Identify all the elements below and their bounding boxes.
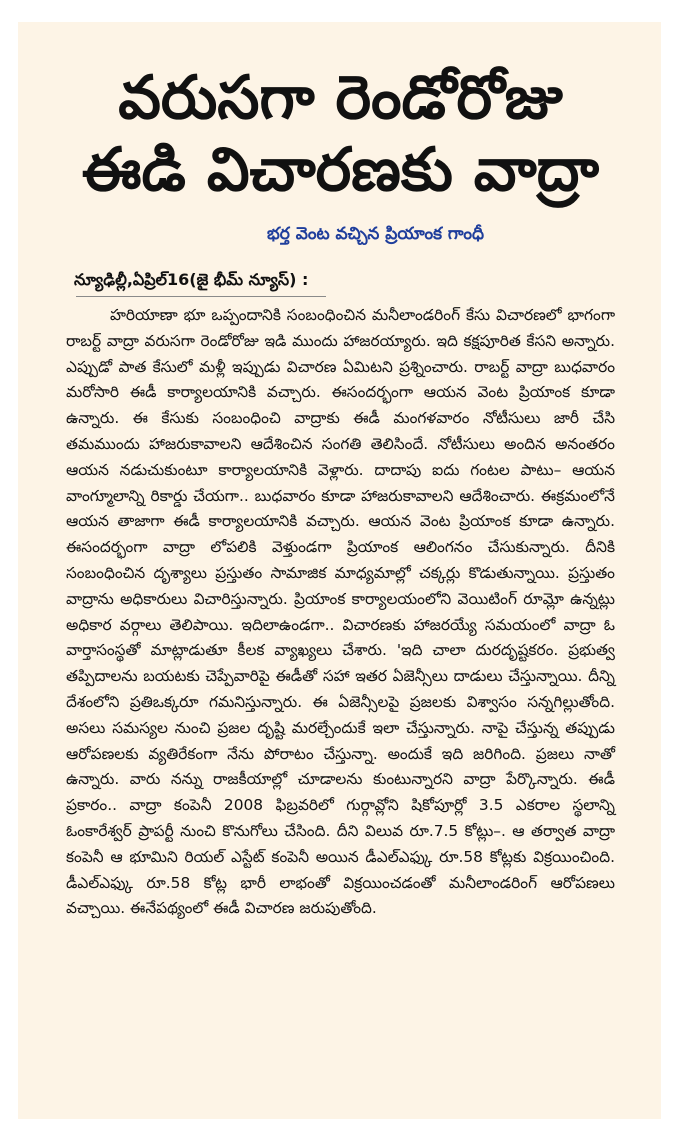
article-body: హరియాణా భూ ఒప్పందానికి సంబంధించిన మనీలాండరింగ్ కేసు విచారణలో భాగంగా రాబర్ట్ వాద్రా వరుసగా రెండోరోజు ఇడి ముందు హాజరయ్యారు. ఇది కక్షపూరిత కేసని అన్నారు. ఎప్పుడో పాత కేసులో మళ్లీ ఇప్పుడు విచారణ ఏమిటని ప్రశ్నించారు. రాబర్ట్ వాద్రా బుధవారం మరోసారి ఈడీ కార్యాలయానికి వచ్చారు. ఈసందర్భంగా ఆయన వెంట ప్రియాంక కూడా ఉన్నారు. ఈ కేసుకు సంబంధించి వాద్రాకు ఈడీ మంగళవారం నోటీసులు జారీ చేసి తమముందు హాజరుకావాలని ఆదేశించిన సంగతి తెలిసిందే. నోటీసులు అందిన అనంతరం ఆయన నడుచుకుంటూ కార్యాలయానికి వెళ్లారు. దాదాపు ఐదు గంటల పాటు– ఆయన వాంగ్మూలాన్ని రికార్డు చేయగా.. బుధవారం కూడా హాజరుకావాలని ఆదేశించారు. ఈక్రమంలోనే ఆయన తాజాగా ఈడీ కార్యాలయానికి వచ్చారు. ఆయన వెంట ప్రియాంక కూడా ఉన్నారు. ఈసందర్భంగా వాద్రా లోపలికి వెళ్తుండగా ప్రియాంక ఆలింగనం చేసుకున్నారు. దీనికి సంబంధించిన దృశ్యాలు ప్రస్తుతం సామాజిక మాధ్యమాల్లో చక్కర్లు కొడుతున్నాయి. ప్రస్తుతం వాద్రాను అధికారులు విచారిస్తున్నారు. ప్రియాంక కార్యాలయంలోని వెయిటింగ్ రూమ్లో ఉన్నట్లు అధికార వర్గాలు తెలిపాయి. ఇదిలాఉండగా.. విచారణకు హాజరయ్యే సమయంలో వాద్రా ఓ వార్తాసంస్థతో మాట్లాడుతూ కీలక వ్యాఖ్యలు చేశారు. 'ఇది చాలా దురదృష్టకరం. ప్రభుత్వ తప్పిదాలను బయటకు చెప్పేవారిపై ఈడీతో సహా ఇతర ఏజెన్సీలు దాడులు చేస్తున్నాయి. దీన్ని దేశంలోని ప్రతిఒక్కరూ గమనిస్తున్నారు. ఈ ఏజెన్సీలపై ప్రజలకు విశ్వాసం సన్నగిల్లుతోంది. అసలు సమస్యల నుంచి ప్రజల దృష్టి మరల్చేందుకే ఇలా చేస్తున్నారు. నాపై చేస్తున్న తప్పుడు ఆరోపణలకు వ్యతిరేకంగా నేను పోరాటం చేస్తున్నా. అందుకే ఇది జరిగింది. ప్రజలు నాతో ఉన్నారు. వారు నన్ను రాజకీయాల్లో చూడాలను కుంటున్నారని వాద్రా పేర్కొన్నారు. ఈడీ ప్రకారం.. వాద్రా కంపెనీ 2008 ఫిబ్రవరిలో గుర్గావ్లోని షికోపూర్లో 3.5 ఎకరాల స్థలాన్ని ఓంకారేశ్వర్ ప్రాపర్టీ నుంచి కొనుగోలు చేసింది. దీని విలువ రూ.7.5 కోట్లు–. ఆ తర్వాత వాద్రా కంపెనీ ఆ భూమిని రియల్ ఎస్టేట్ కంపెనీ అయిన డీఎల్ఎఫ్కు రూ.58 కోట్లకు విక్రయించింది. డీఎల్ఎఫ్కు రూ.58 కోట్ల భారీ లాభంతో విక్రయించడంతో మనీలాండరింగ్ ఆరోపణలు వచ్చాయి. ఈనేపథ్యంలో ఈడీ విచారణ జరుపుతోంది. <box>66 306 615 918</box>
dateline: న్యూఢిల్లీ,ఏప్రిల్16(జై భీమ్ న్యూస్) : <box>74 270 309 289</box>
newspaper-clipping <box>18 22 661 1119</box>
headline <box>66 62 615 206</box>
subheadline: భర్త వెంట వచ్చిన ప్రియాంక గాంధీ <box>267 224 484 244</box>
headline-line-1: వరుసగా రెండోరోజు <box>118 63 563 133</box>
headline-line-2: ఈడి విచారణకు వాద్రా <box>81 135 600 205</box>
dateline-divider <box>76 296 326 297</box>
